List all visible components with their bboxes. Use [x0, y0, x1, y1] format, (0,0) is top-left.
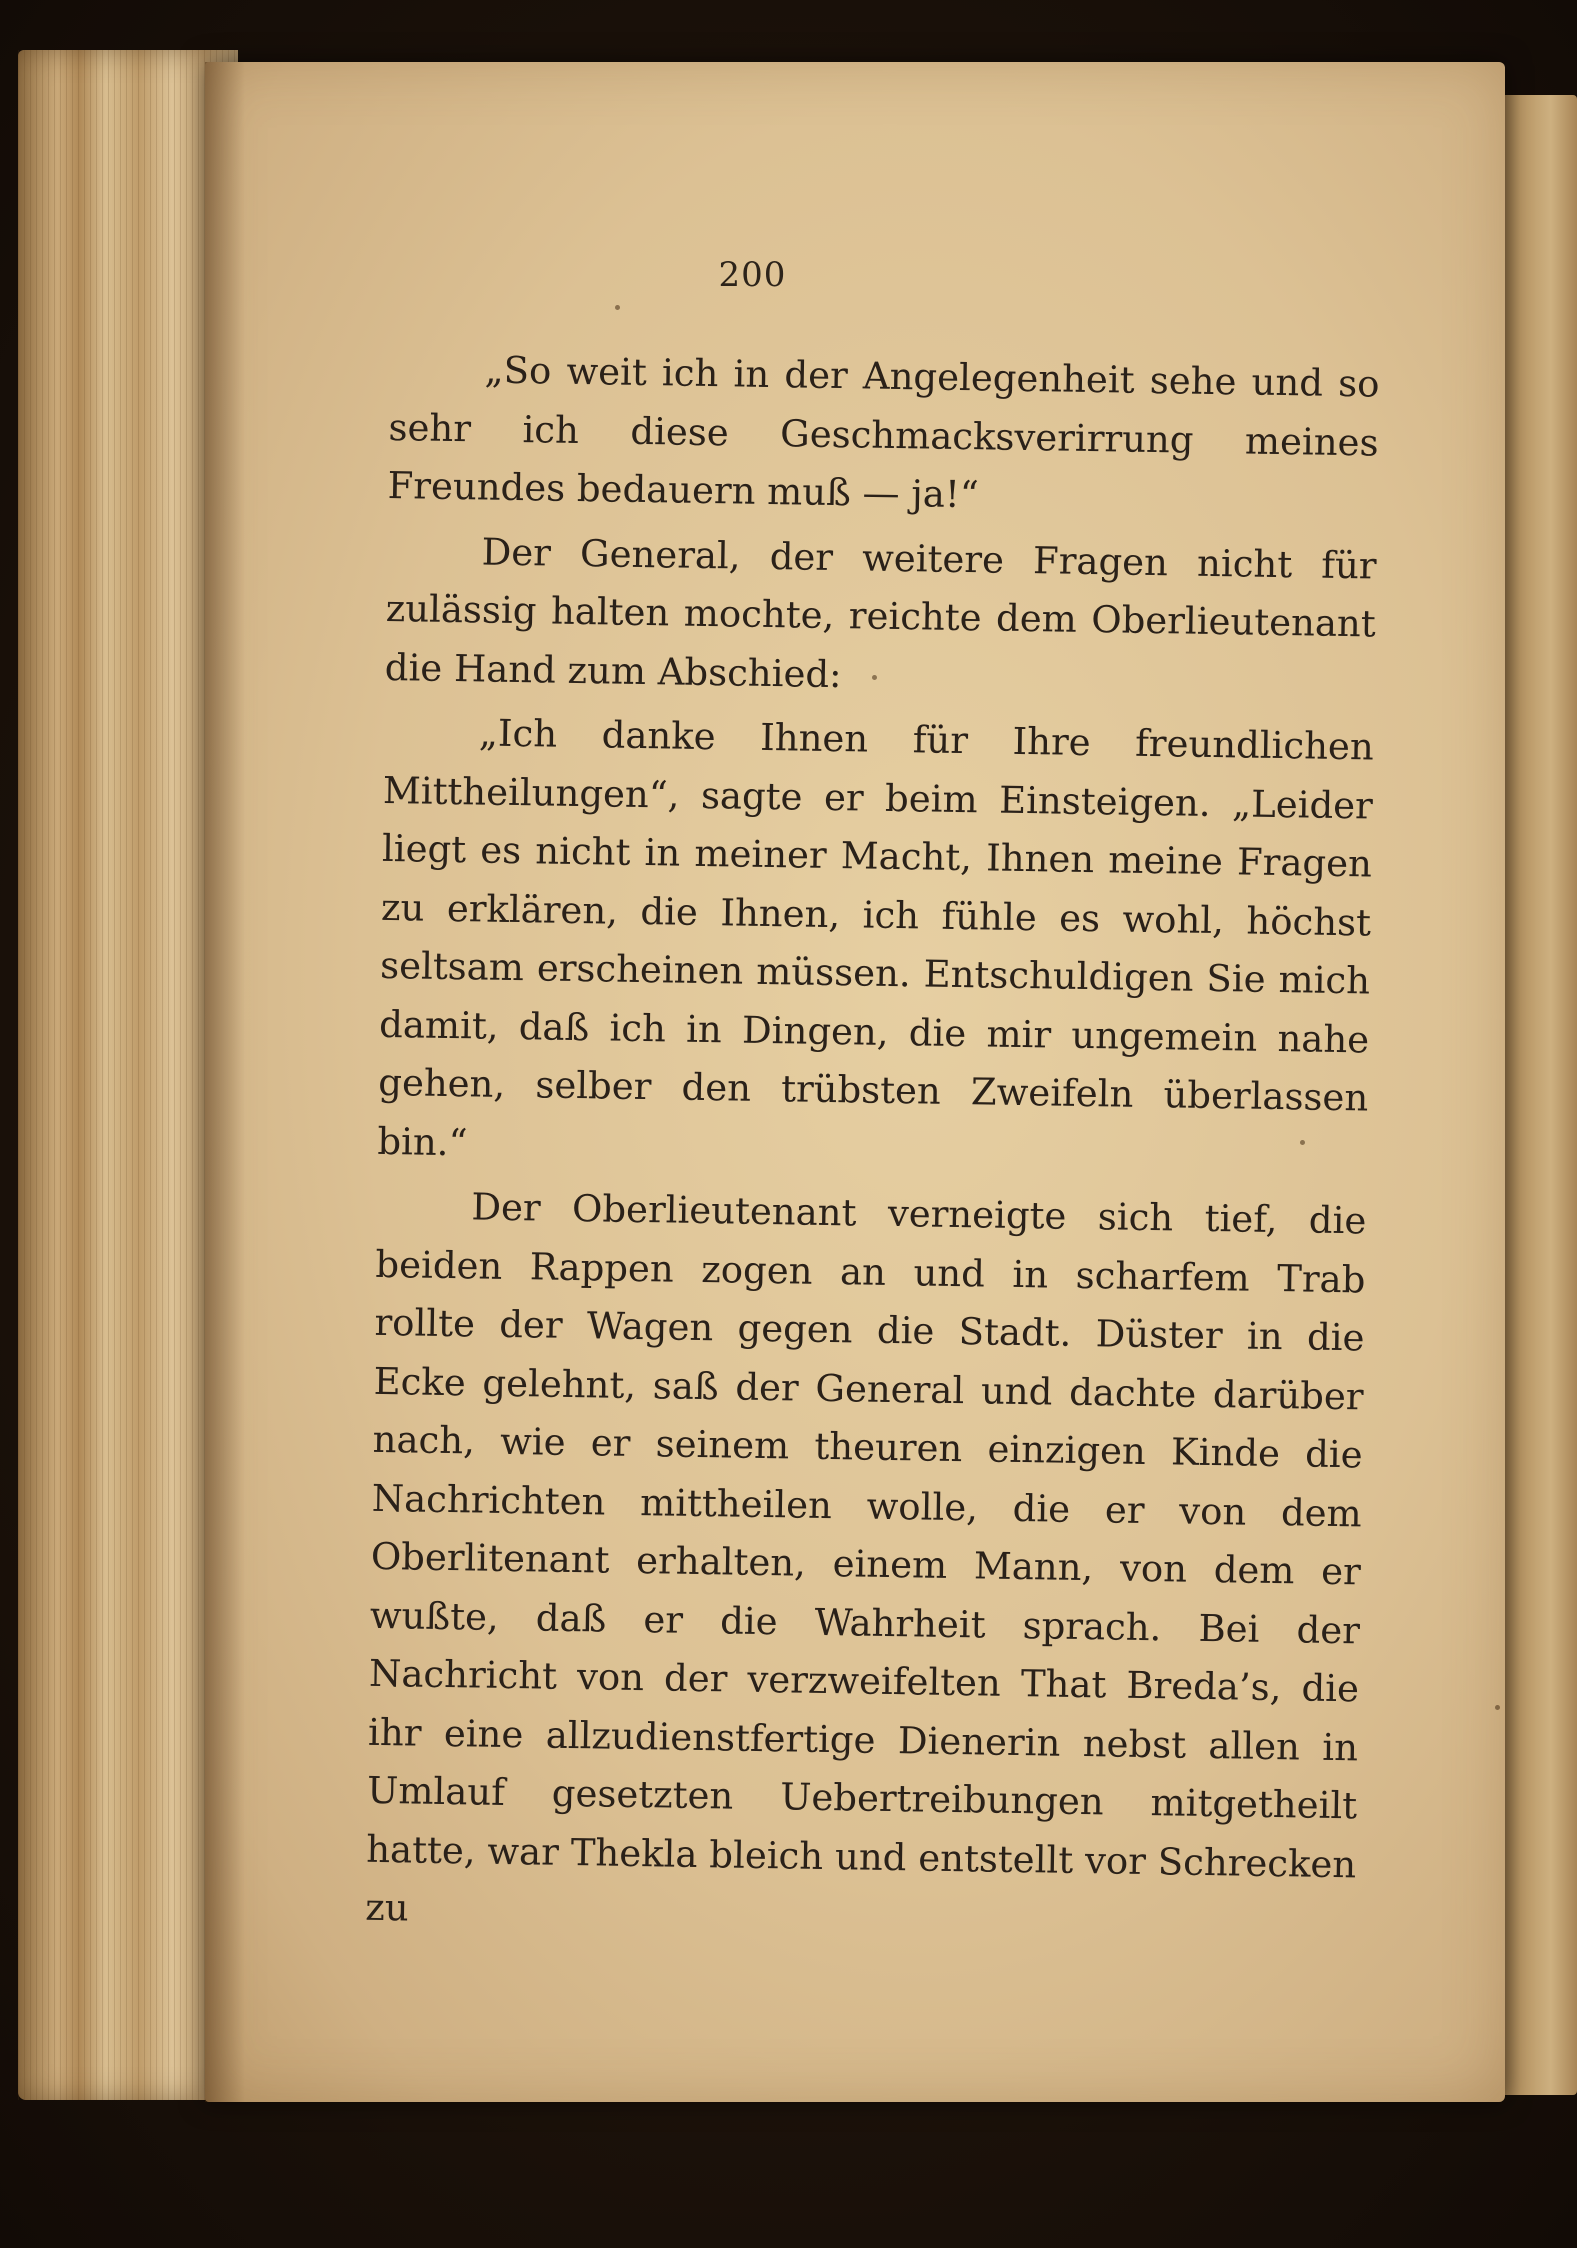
gutter-shadow — [205, 62, 245, 2102]
paragraph-2: Der General, der weitere Fragen nicht für zulässig halten mochte, reichte dem Oberlieutenant die Hand zum Abschied: — [384, 529, 1377, 696]
paragraph-1: „So weit ich in der Angelegenheit sehe und so sehr ich diese Geschmacksverirrung meines Freundes bedauern muß — ja!“ — [387, 348, 1380, 517]
page-body-text — [365, 340, 1380, 1959]
page-number: 200 — [718, 255, 787, 295]
paragraph-4: Der Oberlieutenant verneigte sich tief, die beiden Rappen zogen an und in scharfem Trab rollte der Wagen gegen die Stadt. Düster in die Ecke gelehnt, saß der General und dachte darüber nach, wie er seinem theuren einzigen Kinde die Nachrichten mittheilen wolle, die er von dem Oberlitenant erhalten, einem Mann, von dem er wußte, daß er die Wahrheit sprach. Bei der Nachricht von der verzweifelten That Breda’s, die ihr eine allzudienstfertige Dienerin nebst allen in Umlauf gesetzten Uebertreibungen mitgetheilt hatte, war Thekla bleich und entstellt vor Schrecken zu — [365, 1185, 1367, 1930]
paragraph-3: „Ich danke Ihnen für Ihre freundlichen Mittheilungen“, sagte er beim Einsteigen. „Leider liegt es nicht in meiner Macht, Ihnen meine Fragen zu erklären, die Ihnen, ich fühle es wohl, höchst seltsam erscheinen müssen. Entschuldigen Sie mich damit, daß ich in Dingen, die mir ungemein nahe gehen, selber den trübsten Zweifeln überlassen bin.“ — [377, 711, 1375, 1164]
